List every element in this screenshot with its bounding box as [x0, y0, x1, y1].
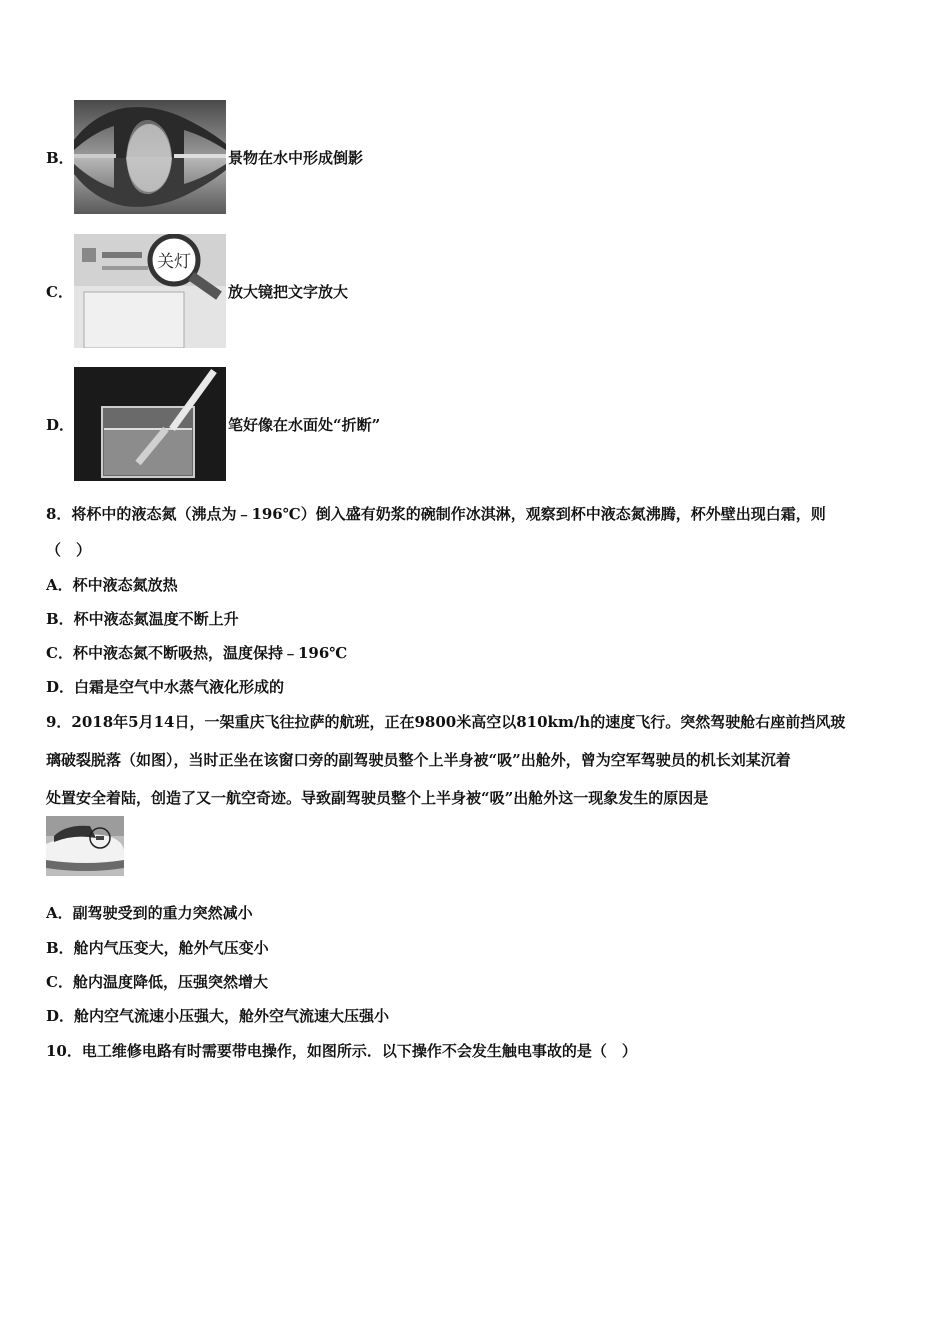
question-9-stem-1: 9．2018年5月14日，一架重庆飞往拉萨的航班，正在9800米高空以810km/h的速度飞行。突然驾驶舱右座前挡风玻: [46, 713, 846, 731]
question-10-stem: 10．电工维修电路有时需要带电操作，如图所示．以下操作不会发生触电事故的是（ ）: [46, 1042, 637, 1060]
option-d-row: [46, 367, 380, 481]
option-c-row: [46, 234, 348, 348]
question-9-option-a: A．副驾驶受到的重力突然减小: [46, 904, 253, 922]
question-8-option-c: C．杯中液态氮不断吸热，温度保持﹣196℃: [46, 644, 348, 662]
question-8-blank: （ ）: [46, 541, 92, 559]
question-9-option-d: D．舱内空气流速小压强大，舱外空气流速大压强小: [46, 1007, 390, 1025]
question-8-option-b: B．杯中液态氮温度不断上升: [46, 610, 239, 628]
magnifier-photo: [74, 234, 226, 348]
option-b-row: [46, 100, 363, 214]
option-text: 笔好像在水面处“折断”: [228, 415, 381, 434]
option-letter: B．: [46, 148, 74, 167]
airplane-photo: [46, 816, 124, 876]
question-9-stem-3: 处置安全着陆，创造了又一航空奇迹。导致副驾驶员整个上半身被“吸”出舱外这一现象发生的原因是: [46, 789, 709, 807]
question-8-stem: 8．将杯中的液态氮（沸点为﹣196℃）倒入盛有奶浆的碗制作冰淇淋，观察到杯中液态氮沸腾，杯外壁出现白霜，则: [46, 505, 826, 523]
option-text: 放大镜把文字放大: [228, 282, 349, 301]
magnified-sign-text: 关灯: [157, 252, 191, 272]
option-letter: C．: [46, 282, 73, 301]
question-9-option-c: C．舱内温度降低，压强突然增大: [46, 973, 268, 991]
pencil-in-water-photo: [74, 367, 226, 481]
option-letter: D．: [46, 415, 75, 434]
question-9-stem-2: 璃破裂脱落（如图），当时正坐在该窗口旁的副驾驶员整个上半身被“吸”出舱外，曾为空军驾驶员的机长刘某沉着: [46, 751, 791, 769]
question-9-option-b: B．舱内气压变大，舱外气压变小: [46, 939, 269, 957]
question-8-option-d: D．白霜是空气中水蒸气液化形成的: [46, 678, 285, 696]
option-text: 景物在水中形成倒影: [228, 148, 364, 167]
bridge-reflection-photo: [74, 100, 226, 214]
question-8-option-a: A．杯中液态氮放热: [46, 576, 178, 594]
